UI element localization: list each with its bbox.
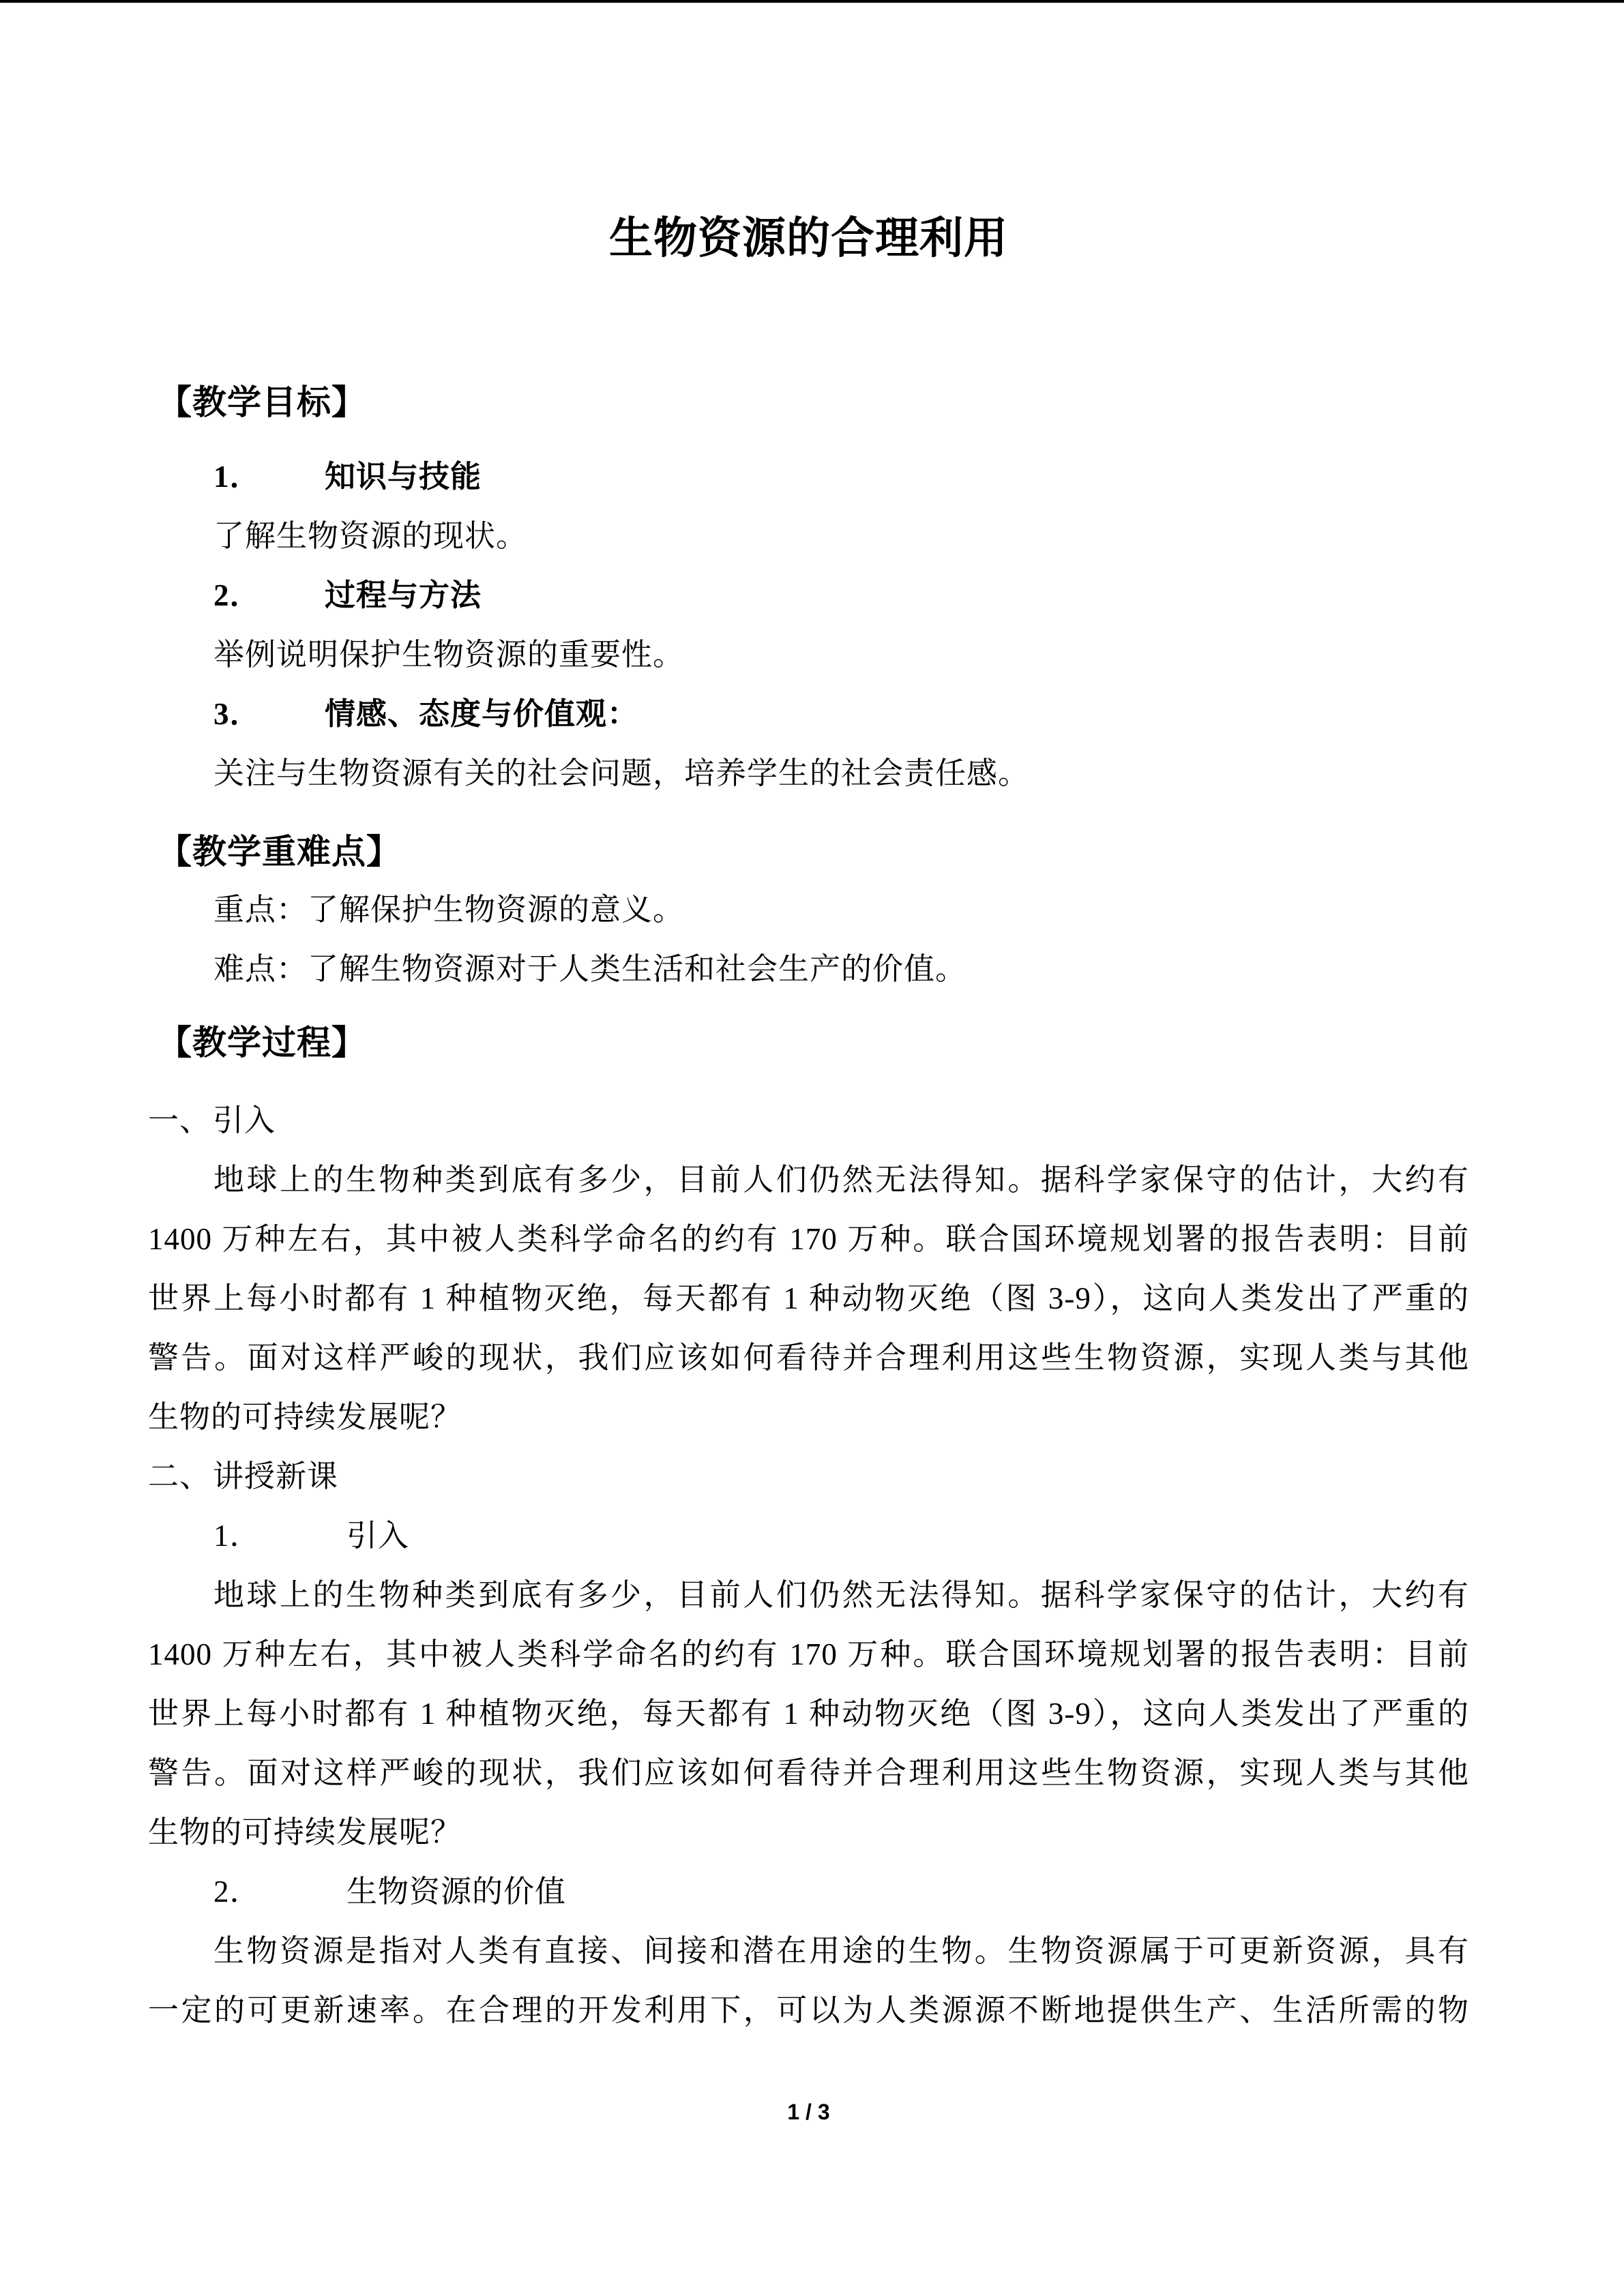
subitem-number: 1． [213,1519,261,1553]
objective-item-title-text: 情感、态度与价值观： [325,697,639,731]
body-paragraph-line: 1400 万种左右，其中被人类科学命名的约有 170 万种。联合国环境规划署的报告表明：目前 [148,1637,1469,1671]
objectives-list [148,447,1469,803]
body-paragraph-line: 一定的可更新速率。在合理的开发利用下，可以为人类源源不断地提供生产、生活所需的物 [148,1993,1469,2027]
subitem-number: 2． [213,1875,261,1909]
body-paragraph-line: 世界上每小时都有 1 种植物灭绝，每天都有 1 种动物灭绝（图 3-9），这向人类发出了严重的 [148,1697,1469,1731]
process-body [148,1091,1469,2040]
objective-item-title-text: 过程与方法 [325,578,482,612]
body-section-line [148,1091,1469,1150]
section-heading-process: 【教学过程】 [158,1024,366,1062]
objective-item-title [148,566,1469,625]
objective-item-number: 2． [213,578,261,612]
body-paragraph-line: 警告。面对这样严峻的现状，我们应该如何看待并合理利用这些生物资源，实现人类与其他 [148,1341,1469,1375]
objective-item-number: 3． [213,697,261,731]
body-paragraph-line: 世界上每小时都有 1 种植物灭绝，每天都有 1 种动物灭绝（图 3-9），这向人类发出了严重的 [148,1281,1469,1315]
section-title-text: 讲授新课 [213,1459,339,1493]
key-points-list [148,880,1469,999]
key-point-line: 难点：了解生物资源对于人类生活和社会生产的价值。 [213,952,967,986]
objective-item-desc: 了解生物资源的现状。 [213,519,528,553]
page-number: 1 / 3 [787,2100,830,2124]
body-section-line [148,1447,1469,1506]
body-subitem-line [148,1506,1469,1566]
body-paragraph-line: 地球上的生物种类到底有多少，目前人们仍然无法得知。据科学家保守的估计，大约有 [213,1578,1469,1612]
objective-item-desc: 举例说明保护生物资源的重要性。 [213,638,685,672]
body-paragraph-line: 生物的可持续发展呢？ [148,1815,462,1849]
objective-item-desc: 关注与生物资源有关的社会问题，培养学生的社会责任感。 [213,756,1030,790]
section-number: 二、 [148,1459,211,1493]
section-heading-objectives: 【教学目标】 [158,383,366,421]
objective-item-title [148,447,1469,507]
body-subitem-line [148,1862,1469,1922]
body-paragraph-line: 生物资源是指对人类有直接、间接和潜在用途的生物。生物资源属于可更新资源，具有 [213,1934,1469,1968]
body-paragraph-line: 1400 万种左右，其中被人类科学命名的约有 170 万种。联合国环境规划署的报告表明：目前 [148,1222,1469,1256]
body-paragraph-line: 警告。面对这样严峻的现状，我们应该如何看待并合理利用这些生物资源，实现人类与其他 [148,1756,1469,1790]
key-point-line: 重点：了解保护生物资源的意义。 [213,893,685,927]
document-title: 生物资源的合理利用 [609,214,1008,263]
top-border-bar [0,0,1624,3]
objective-item-number: 1． [213,460,261,494]
objective-item-title [148,685,1469,744]
body-paragraph-line: 地球上的生物种类到底有多少，目前人们仍然无法得知。据科学家保守的估计，大约有 [213,1163,1469,1197]
section-title-text: 引入 [213,1103,276,1137]
section-number: 一、 [148,1103,211,1137]
section-heading-key-points: 【教学重难点】 [158,833,401,871]
subitem-title-text: 引入 [346,1519,410,1553]
subitem-title-text: 生物资源的价值 [346,1875,567,1909]
body-paragraph-line: 生物的可持续发展呢？ [148,1400,462,1434]
objective-item-title-text: 知识与技能 [325,460,482,494]
